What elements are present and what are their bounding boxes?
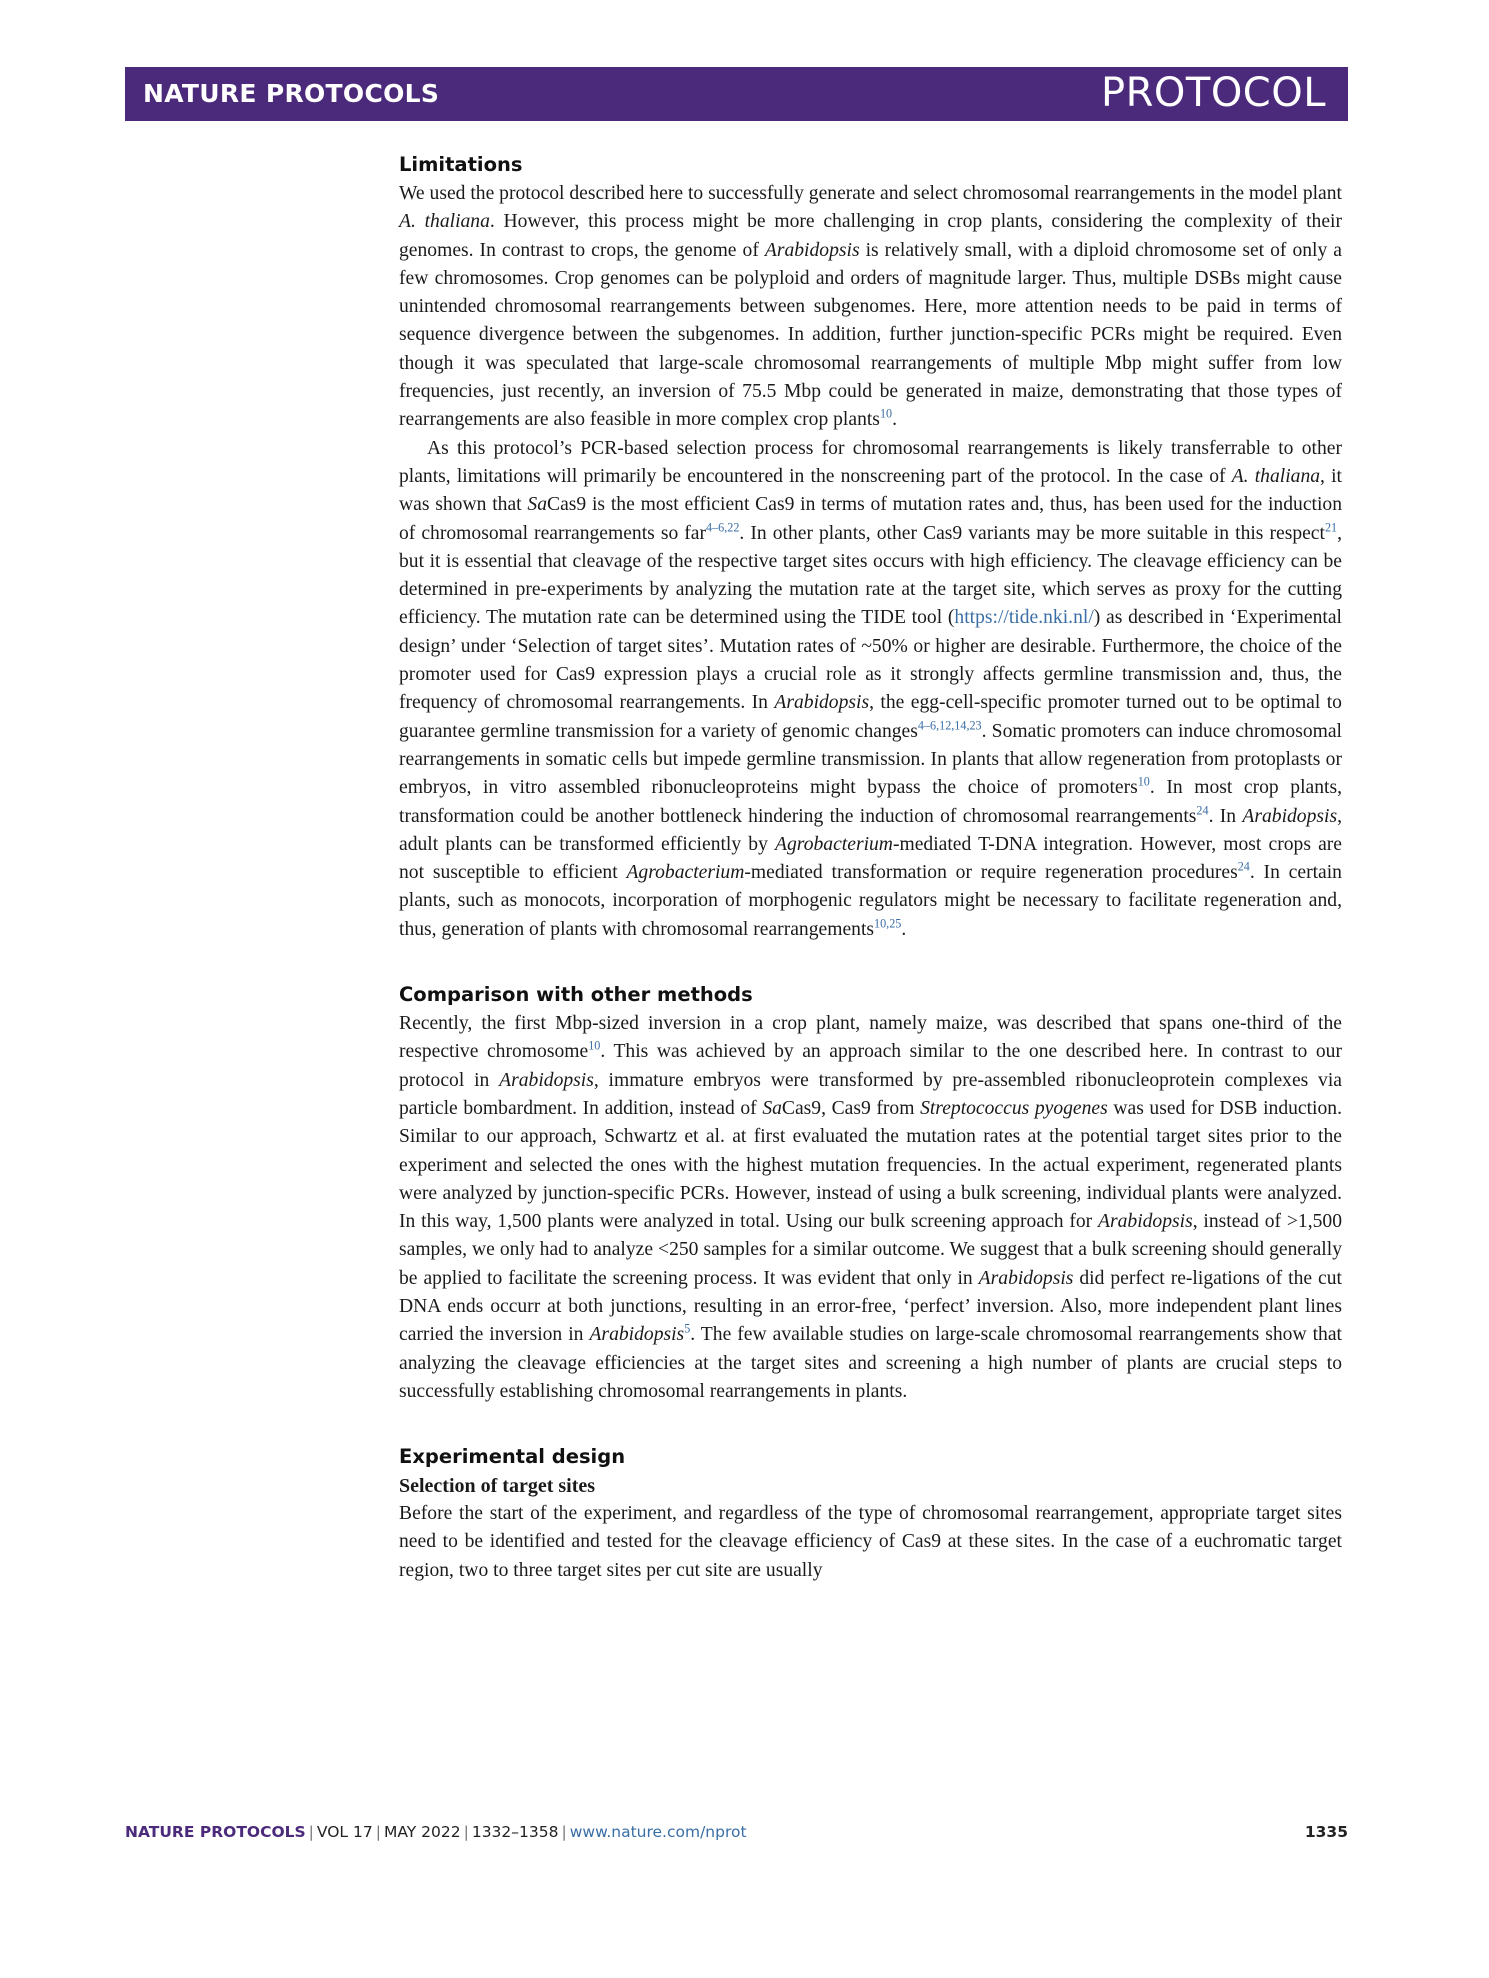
- footer-url-link[interactable]: www.nature.com/nprot: [569, 1823, 747, 1841]
- footer-journal: NATURE PROTOCOLS: [125, 1823, 306, 1841]
- section-heading-comparison: Comparison with other methods: [399, 983, 753, 1007]
- section-heading-limitations: Limitations: [399, 153, 523, 176]
- citation-ref[interactable]: 4–6,12,14,23: [917, 718, 982, 733]
- citation-ref[interactable]: 10: [588, 1038, 601, 1053]
- footer-pages: 1332–1358: [471, 1823, 559, 1841]
- citation-ref[interactable]: 10: [1137, 774, 1150, 789]
- citation-ref[interactable]: 24: [1196, 803, 1209, 817]
- tide-tool-link[interactable]: https://tide.nki.nl/: [954, 607, 1094, 629]
- citation-ref[interactable]: 4–6,22: [706, 520, 740, 535]
- section-heading-experimental-design: Experimental design: [399, 1445, 626, 1469]
- journal-name: NATURE PROTOCOLS: [143, 79, 440, 108]
- paragraph: As this protocol’s PCR-based selection process for chromosomal rearrangements is likely transferrable to other plants, limitations will primarily be encountered in the nonscreening part of the protocol. In the case of A. thaliana, it was shown that SaCas9 is the most efficient Cas9 in terms of mutation rates and, thus, has been used for the induction of chromosomal rearrangements so far$^{4-6,22}$. In other plants, other Cas9 variants may be more suitable in this respect$^{21}$, but it is essential that cleavage of the respective target sites occurs with high efficiency. The cleavage efficiency can be determined in pre-experiments by analyzing the mutation rate at the target site, which serves as proxy for the cutting efficiency. The mutation rate can be determined using the TIDE tool (https://tide.nki.nl/) as described in ‘Experimental design’ under ‘Selection of target sites’. Mutation rates of ~50% or higher are desirable. Furthermore, the choice of the promoter used for Cas9 expression plays a crucial role as it strongly affects germline transmission and, thus, the frequency of chromosomal rearrangements. In Arabidopsis, the egg-cell-specific promoter turned out to be optimal to guarantee germline transmission for a variety of genomic changes$^{4-6,12,14,23}$. Somatic promoters can induce chromosomal rearrangements in somatic cells but impede germline transmission. In plants that allow regeneration from protoplasts or embryos, in vitro assembled ribonucleoproteins might bypass the choice of promoters$^{10}$. In most crop plants, transformation could be another bottleneck hindering the induction of chromosomal rearrangements$^{24}$. In Arabidopsis, adult plants can be transformed efficiently by Agrobacterium-mediated T-DNA integration. However, most crops are not susceptible to efficient Agrobacterium-mediated transformation or require regeneration procedures$^{24}$. In certain plants, such as monocots, incorporation of morphogenic regulators might be necessary to facilitate regeneration and, thus, generation of plants with chromosomal rearrangements$^{10,25}$.: [399, 437, 1343, 940]
- subsection-heading-target-sites: Selection of target sites: [399, 1475, 596, 1498]
- footer-volume: VOL 17: [316, 1823, 373, 1841]
- paragraph: Recently, the first Mbp-sized inversion in a crop plant, namely maize, was described that spans one-third of the respective chromosome$^{10}$. This was achieved by an approach similar to the one described here. In contrast to our protocol in Arabidopsis, immature embryos were transformed by pre-assembled ribonucleoprotein complexes via particle bombardment. In addition, instead of SaCas9, Cas9 from Streptococcus pyogenes was used for DSB induction. Similar to our approach, Schwartz et al. at first evaluated the mutation rates at the potential target sites prior to the experiment and selected the ones with the highest mutation frequencies. In the actual experiment, regenerated plants were analyzed by junction-specific PCRs. However, instead of using a bulk screening, individual plants were analyzed. In this way, 1,500 plants were analyzed in total. Using our bulk screening approach for Arabidopsis, instead of >1,500 samples, we only had to analyze <250 samples for a similar outcome. We suggest that a bulk screening should generally be applied to facilitate the screening process. It was evident that only in Arabidopsis did perfect re-ligations of the cut DNA ends occurr at both junctions, resulting in an error-free, ‘perfect’ inversion. Also, more independent plant lines carried the inversion in Arabidopsis$^5$. The few available studies on large-scale chromosomal rearrangements show that analyzing the cleavage efficiencies at the target sites and screening a high number of plants are crucial steps to successfully establishing chromosomal rearrangements in plants.: [399, 1013, 1342, 1402]
- citation-ref[interactable]: 10: [879, 406, 893, 421]
- article-type: PROTOCOL: [1100, 70, 1326, 116]
- header-banner: [125, 67, 1348, 121]
- citation-ref[interactable]: 5: [684, 1321, 691, 1336]
- section-spacer: [399, 944, 1342, 980]
- citation-ref[interactable]: 24: [1237, 859, 1250, 874]
- footer-citation: NATURE PROTOCOLS | VOL 17 | MAY 2022 | 1332–1358 | www.nature.com/nprot: [125, 1823, 747, 1841]
- paragraph: Before the start of the experiment, and regardless of the type of chromosomal rearrangement, appropriate target sites need to be identified and tested for the cleavage efficiency of Cas9 at these sites. In the case of a euchromatic target region, two to three target sites per cut site are usually: [399, 1503, 1342, 1581]
- page-footer: [125, 1823, 1348, 1847]
- page-number: 1335: [1304, 1823, 1348, 1841]
- citation-ref[interactable]: 21: [1324, 520, 1338, 535]
- footer-date: MAY 2022: [383, 1823, 461, 1841]
- paragraph: We used the protocol described here to successfully generate and select chromosomal rearrangements in the model plant A. thaliana. However, this process might be more challenging in crop plants, considering the complexity of their genomes. In contrast to crops, the genome of Arabidopsis is relatively small, with a diploid chromosome set of only a few chromosomes. Crop genomes can be polyploid and orders of magnitude larger. Thus, multiple DSBs might cause unintended chromosomal rearrangements between subgenomes. Here, more attention needs to be paid in terms of sequence divergence between the subgenomes. In addition, further junction-specific PCRs might be required. Even though it was speculated that large-scale chromosomal rearrangements of multiple Mbp might suffer from low frequencies, just recently, an inversion of 75.5 Mbp could be generated in maize, demonstrating that those types of rearrangements are also feasible in more complex crop plants$^{10}$.: [399, 183, 1342, 431]
- section-spacer: [399, 1406, 1342, 1442]
- citation-ref[interactable]: 10,25: [874, 916, 902, 931]
- article-body: [399, 150, 1342, 1585]
